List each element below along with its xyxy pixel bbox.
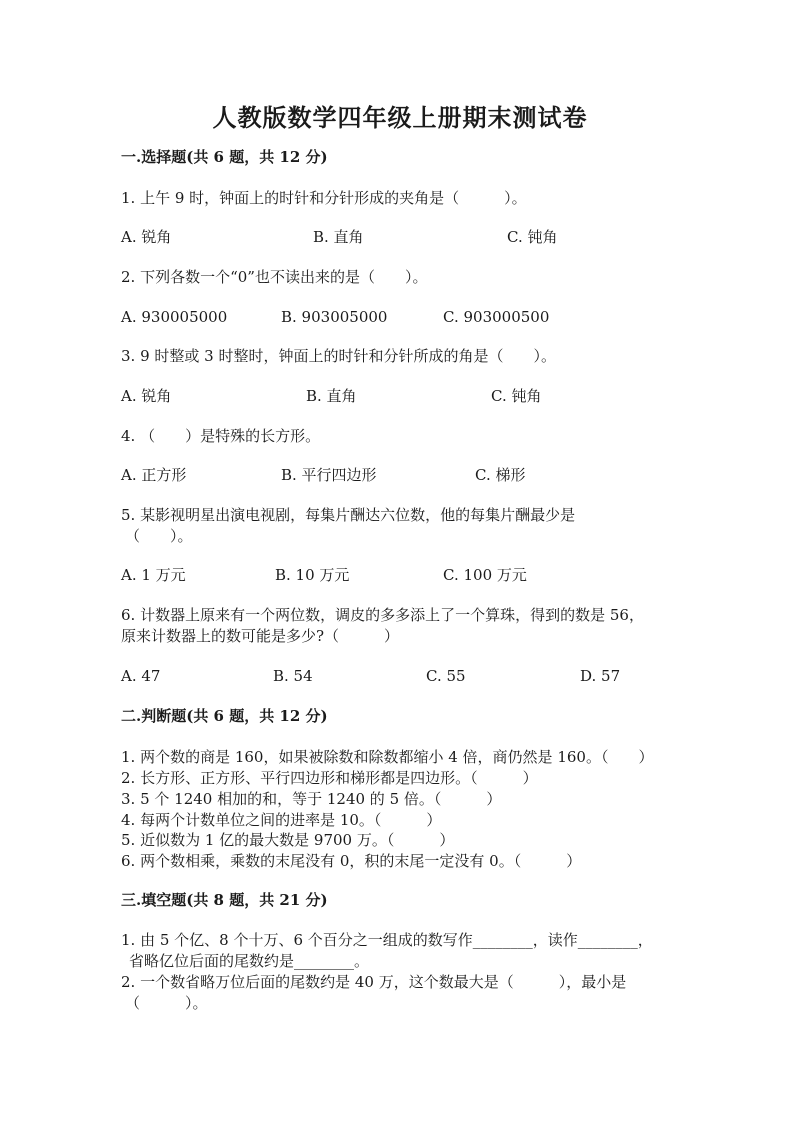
- option-d: D. 57: [580, 667, 621, 685]
- option-c: C. 钝角: [491, 387, 542, 405]
- page-title: 人教版数学四年级上册期末测试卷: [212, 103, 588, 132]
- statement-item: 6. 两个数相乘，乘数的末尾没有 0，积的末尾一定没有 0。（ ）: [121, 852, 582, 870]
- question-text: 4. （ ）是特殊的长方形。: [121, 427, 321, 445]
- section-heading: 二.判断题(共 6 题，共 12 分): [121, 707, 328, 725]
- option-b: B. 直角: [306, 387, 357, 405]
- option-c: C. 55: [426, 667, 466, 685]
- option-a: A. 正方形: [121, 466, 187, 484]
- question-text-cont: （ ）。: [125, 527, 193, 545]
- fill-item: 1. 由 5 个亿、8 个十万、6 个百分之一组成的数写作________，读作________，: [121, 931, 653, 949]
- statement-item: 4. 每两个计数单位之间的进率是 10。（ ）: [121, 811, 442, 829]
- option-a: A. 930005000: [121, 308, 228, 326]
- question-text: 3. 9 时整或 3 时整时，钟面上的时针和分针所成的角是（ ）。: [121, 347, 556, 365]
- statement-item: 5. 近似数为 1 亿的最大数是 9700 万。（ ）: [121, 831, 455, 849]
- option-b: B. 直角: [313, 228, 364, 246]
- option-a: A. 锐角: [121, 387, 172, 405]
- question-text: 5. 某影视明星出演电视剧，每集片酬达六位数，他的每集片酬最少是: [121, 506, 576, 524]
- section-heading: 一.选择题(共 6 题，共 12 分): [121, 148, 328, 166]
- option-b: B. 10 万元: [275, 566, 350, 584]
- option-c: C. 梯形: [475, 466, 526, 484]
- question-text-cont: 原来计数器上的数可能是多少?（ ）: [121, 627, 400, 645]
- fill-item-cont: （ ）。: [125, 994, 208, 1012]
- fill-item-cont: 省略亿位后面的尾数约是________。: [129, 952, 370, 970]
- question-text: 6. 计数器上原来有一个两位数，调皮的多多添上了一个算珠，得到的数是 56，: [121, 606, 644, 624]
- option-c: C. 100 万元: [443, 566, 527, 584]
- statement-item: 1. 两个数的商是 160，如果被除数和除数都缩小 4 倍，商仍然是 160。（ ）: [121, 748, 654, 766]
- question-text: 1. 上午 9 时，钟面上的时针和分针形成的夹角是（ ）。: [121, 189, 527, 207]
- option-c: C. 钝角: [507, 228, 558, 246]
- option-b: B. 平行四边形: [281, 466, 377, 484]
- section-heading: 三.填空题(共 8 题，共 21 分): [121, 891, 328, 909]
- statement-item: 2. 长方形、正方形、平行四边形和梯形都是四边形。（ ）: [121, 769, 538, 787]
- option-a: A. 1 万元: [121, 566, 186, 584]
- option-b: B. 903005000: [281, 308, 388, 326]
- option-a: A. 47: [121, 667, 161, 685]
- statement-item: 3. 5 个 1240 相加的和，等于 1240 的 5 倍。（ ）: [121, 790, 502, 808]
- option-b: B. 54: [273, 667, 313, 685]
- option-a: A. 锐角: [121, 228, 172, 246]
- fill-item: 2. 一个数省略万位后面的尾数约是 40 万，这个数最大是（ ），最小是: [121, 973, 627, 991]
- option-c: C. 903000500: [443, 308, 550, 326]
- question-text: 2. 下列各数一个“0”也不读出来的是（ ）。: [121, 268, 428, 286]
